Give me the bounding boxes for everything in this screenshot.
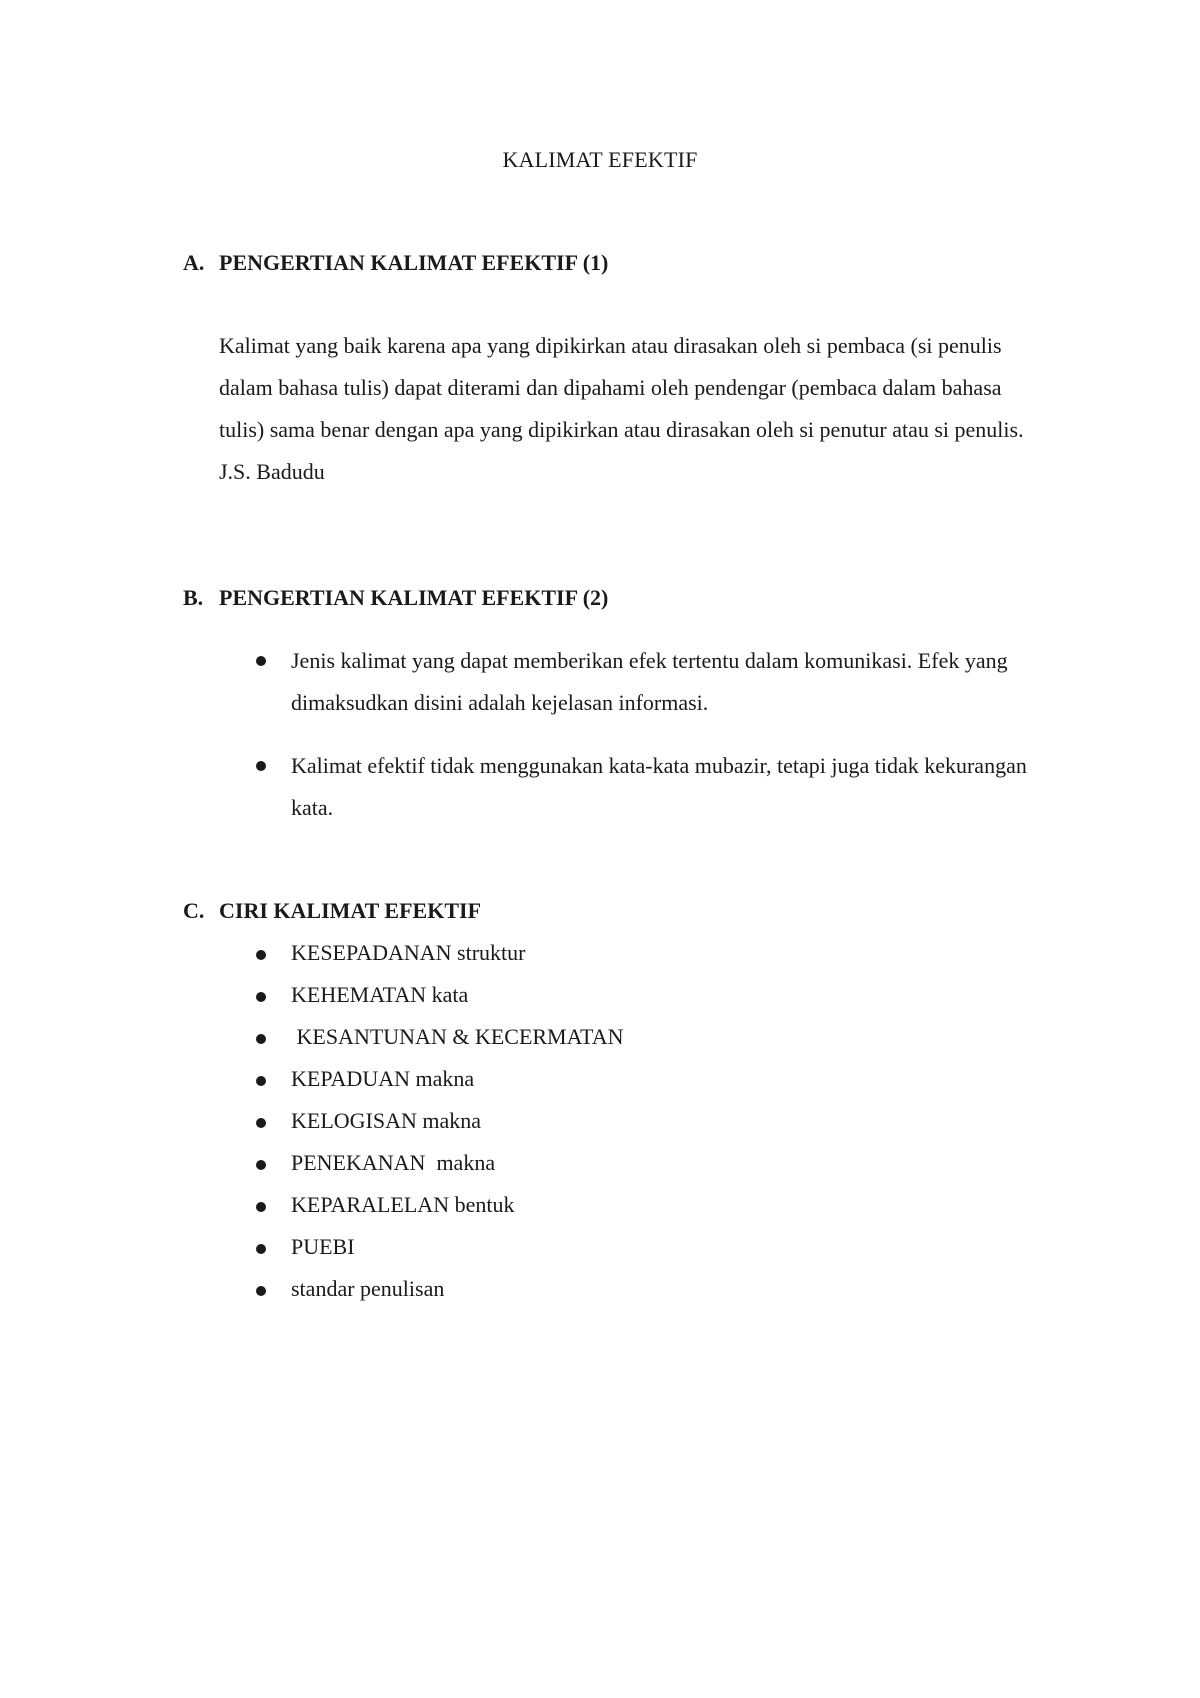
- section-a-title: PENGERTIAN KALIMAT EFEKTIF (1): [219, 250, 609, 275]
- bullet-icon: [256, 1160, 266, 1170]
- section-b-title: PENGERTIAN KALIMAT EFEKTIF (2): [219, 585, 609, 610]
- section-c-title: CIRI KALIMAT EFEKTIF: [219, 898, 482, 923]
- section-c-bullet: [256, 1232, 1056, 1262]
- bullet-icon: [256, 761, 266, 771]
- bullet-icon: [256, 656, 266, 666]
- section-c-bullet-text: standar penulisan: [291, 1276, 445, 1301]
- section-b-letter: B.: [183, 585, 204, 610]
- section-a-paragraph: Kalimat yang baik karena apa yang dipikirkan atau dirasakan oleh si pembaca (si penulis dalam bahasa tulis) dapat diterami dan dipahami oleh pendengar (pembaca dalam bahasa tulis) sama benar dengan apa yang dipikirkan atau dirasakan oleh si penutur atau si penulis. J.S. Badudu: [219, 333, 1024, 484]
- section-a-letter: A.: [183, 250, 205, 275]
- section-b-heading: [183, 585, 608, 611]
- section-c-bullet-text: KEPARALELAN bentuk: [291, 1192, 515, 1217]
- bullet-icon: [256, 1076, 266, 1086]
- section-c-bullet: [256, 1148, 1056, 1178]
- section-c-bullet: [256, 1106, 1056, 1136]
- section-c-bullet-text: PUEBI: [291, 1234, 355, 1259]
- section-c-bullet: [256, 1064, 1056, 1094]
- bullet-icon: [256, 950, 266, 960]
- section-c-bullet: [256, 938, 1056, 968]
- bullet-icon: [256, 1286, 266, 1296]
- section-c-bullet: [256, 980, 1056, 1010]
- bullet-icon: [256, 1118, 266, 1128]
- section-c-bullet: [256, 1274, 1056, 1304]
- section-a-heading: [183, 250, 608, 276]
- section-c-bullet-text: KESANTUNAN & KECERMATAN: [291, 1024, 624, 1049]
- section-c-bullet-text: PENEKANAN makna: [291, 1150, 496, 1175]
- section-c-bullet: [256, 1190, 1056, 1220]
- bullet-icon: [256, 1202, 266, 1212]
- section-c-heading: [183, 898, 481, 924]
- section-b-bullet: [256, 640, 1056, 724]
- bullet-icon: [256, 1244, 266, 1254]
- section-b-bullet-text: Kalimat efektif tidak menggunakan kata-kata mubazir, tetapi juga tidak kekurangan kata.: [291, 753, 1027, 820]
- document-title: KALIMAT EFEKTIF: [502, 147, 698, 172]
- section-b-bullet-text: Jenis kalimat yang dapat memberikan efek tertentu dalam komunikasi. Efek yang dimaksudkan disini adalah kejelasan informasi.: [291, 648, 1008, 715]
- section-b-bullet: [256, 745, 1056, 829]
- bullet-icon: [256, 992, 266, 1002]
- bullet-icon: [256, 1034, 266, 1044]
- section-c-bullet-text: KESEPADANAN struktur: [291, 940, 526, 965]
- section-c-bullet-text: KELOGISAN makna: [291, 1108, 482, 1133]
- section-c-bullet-text: KEPADUAN makna: [291, 1066, 475, 1091]
- section-c-bullet: [256, 1022, 1056, 1052]
- section-c-letter: C.: [183, 898, 205, 923]
- section-c-bullet-text: KEHEMATAN kata: [291, 982, 469, 1007]
